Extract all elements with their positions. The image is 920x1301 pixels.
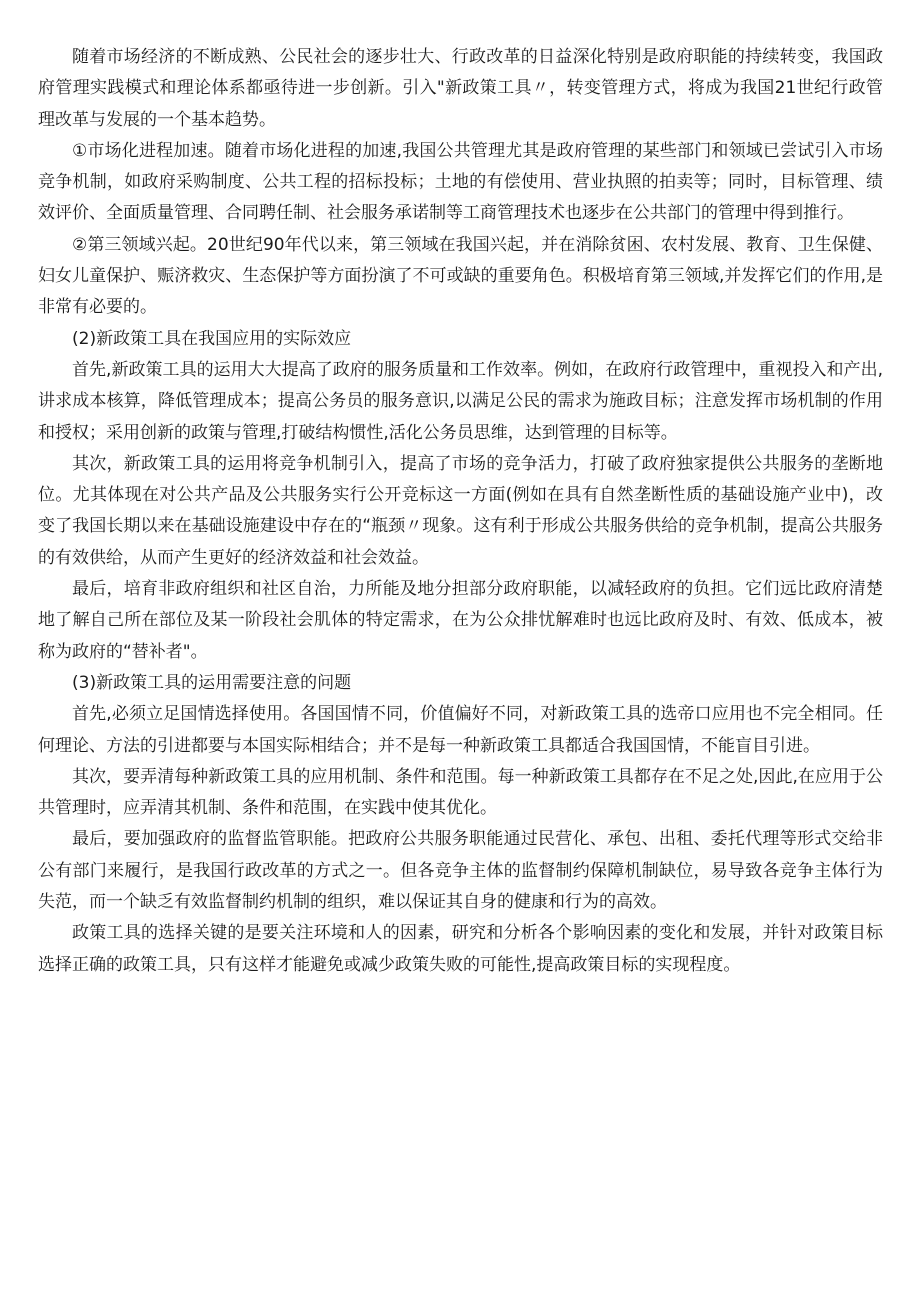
paragraph-effect-last: 最后，培育非政府组织和社区自治，力所能及地分担部分政府职能，以减轻政府的负担。它们远比政府清楚地了解自己所在部位及某一阶段社会肌体的特定需求，在为公众排忧解难时也远比政府及时、有效、低成本，被称为政府的“替补者"。 xyxy=(38,579,883,662)
paragraph-issue-first: 首先,必须立足国情选择使用。各国国情不同，价值偏好不同，对新政策工具的选帝口应用也不完全相同。任何理论、方法的引进都要与本国实际相结合；并不是每一种新政策工具都适合我国国情，不能盲目引进。 xyxy=(38,704,883,756)
section-heading-3: (3)新政策工具的运用需要注意的问题 xyxy=(72,672,352,693)
paragraph-effect-first: 首先,新政策工具的运用大大提高了政府的服务质量和工作效率。例如，在政府行政管理中，重视投入和产出,讲求成本核算，降低管理成本；提高公务员的服务意识,以满足公民的需求为施政目标；注意发挥市场机制的作用和授权；采用创新的政策与管理,打破结构惯性,活化公务员思维，达到管理的目标等。 xyxy=(38,359,883,443)
document-body xyxy=(38,42,883,981)
paragraph-effect-second: 其次，新政策工具的运用将竞争机制引入，提高了市场的竞争活力，打破了政府独家提供公共服务的垄断地位。尤其体现在对公共产品及公共服务实行公开竞标这一方面(例如在具有自然垄断性质的基础设施产业中)，改变了我国长期以来在基础设施建设中存在的“瓶颈〃现象。这有利于形成公共服务供给的竞争机制，提高公共服务的有效供给，从而产生更好的经济效益和社会效益。 xyxy=(38,453,883,568)
paragraph-issue-last: 最后，要加强政府的监督监管职能。把政府公共服务职能通过民营化、承包、出租、委托代理等形式交给非公有部门来履行，是我国行政改革的方式之一。但各竞争主体的监督制约保障机制缺位，易导致各竞争主体行为失范，而一个缺乏有效监督制约机制的组织，难以保证其自身的健康和行为的高效。 xyxy=(38,829,883,913)
paragraph-intro: 随着市场经济的不断成熟、公民社会的逐步壮大、行政改革的日益深化特别是政府职能的持续转变，我国政府管理实践模式和理论体系都亟待进一步创新。引入"新政策工具〃，转变管理方式，将成为我国21世纪行政管理改革与发展的一个基本趋势。 xyxy=(38,47,883,130)
paragraph-marketization: ①市场化进程加速。随着市场化进程的加速,我国公共管理尤其是政府管理的某些部门和领域已尝试引入市场竞争机制，如政府采购制度、公共工程的招标投标；土地的有偿使用、营业执照的拍卖等；同时，目标管理、绩效评价、全面质量管理、合同聘任制、社会服务承诺制等工商管理技术也逐步在公共部门的管理中得到推行。 xyxy=(38,140,883,224)
paragraph-issue-second: 其次，要弄清每种新政策工具的应用机制、条件和范围。每一种新政策工具都存在不足之处,因此,在应用于公共管理时，应弄清其机制、条件和范围，在实践中使其优化。 xyxy=(38,766,883,819)
paragraph-third-sector: ②第三领域兴起。20世纪90年代以来，第三领域在我国兴起，并在消除贫困、农村发展、教育、卫生保健、妇女儿童保护、赈济救灾、生态保护等方面扮演了不可或缺的重要角色。积极培育第三领域,并发挥它们的作用,是非常有必要的。 xyxy=(38,234,883,318)
section-heading-2: (2)新政策工具在我国应用的实际效应 xyxy=(72,328,352,349)
paragraph-conclusion: 政策工具的选择关键的是要关注环境和人的因素，研究和分析各个影响因素的变化和发展，并针对政策目标选择正确的政策工具，只有这样才能避免或减少政策失败的可能性,提高政策目标的实现程度。 xyxy=(38,923,883,975)
